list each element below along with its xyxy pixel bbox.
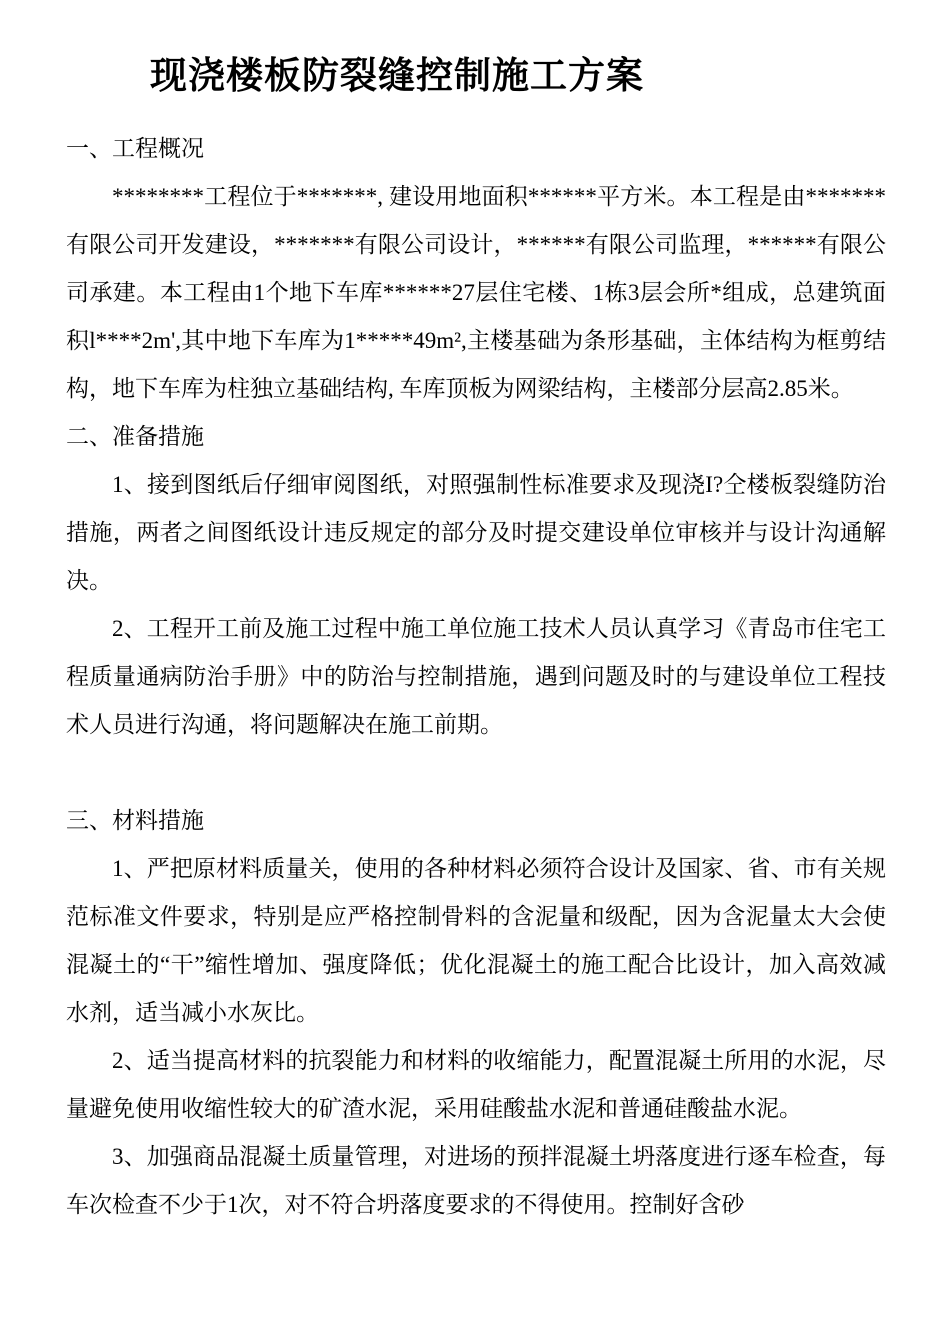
spacer [66,749,886,797]
paragraph: 1、严把原材料质量关，使用的各种材料必须符合设计及国家、省、市有关规范标准文件要求，特别是应严格控制骨料的含泥量和级配，因为含泥量太大会使混凝土的“干”缩性增加、强度降低；优化混凝土的施工配合比设计，加入高效减水剂，适当减小水灰比。 [66,856,886,1025]
section-heading: 二、准备措施 [66,424,204,450]
paragraph: 2、工程开工前及施工过程中施工单位施工技术人员认真学习《青岛市住宅工程质量通病防治手册》中的防治与控制措施，遇到问题及时的与建设单位工程技术人员进行沟通，将问题解决在施工前期。 [66,616,886,737]
document-body [66,125,886,1229]
section-heading: 一、工程概况 [66,136,204,162]
paragraph: ********工程位于*******, 建设用地面积******平方米。本工程是由*******有限公司开发建设，*******有限公司设计，******有限公司监理，******有限公司承建。本工程由1个地下车库******27层住宅楼、1栋3层会所*组成，总建筑面积l****2m',其中地下车库为1*****49m²,主楼基础为条形基础，主体结构为框剪结构，地下车库为柱独立基础结构, 车库顶板为网梁结构，主楼部分层高2.85米。 [66,184,886,401]
paragraph: 1、接到图纸后仔细审阅图纸，对照强制性标准要求及现浇I?仝楼板裂缝防治措施，两者之间图纸设计违反规定的部分及时提交建设单位审核并与设计沟通解决。 [66,472,886,593]
section-overview [66,125,886,413]
section-heading: 三、材料措施 [66,808,204,834]
section-preparation [66,413,886,749]
paragraph: 3、加强商品混凝土质量管理，对进场的预拌混凝土坍落度进行逐车检查，每车次检查不少于1次，对不符合坍落度要求的不得使用。控制好含砂 [66,1144,886,1217]
paragraph: 2、适当提高材料的抗裂能力和材料的收缩能力，配置混凝土所用的水泥，尽量避免使用收缩性较大的矿渣水泥，采用硅酸盐水泥和普通硅酸盐水泥。 [66,1048,886,1121]
document-title: 现浇楼板防裂缝控制施工方案 [150,54,644,97]
section-materials [66,797,886,1229]
